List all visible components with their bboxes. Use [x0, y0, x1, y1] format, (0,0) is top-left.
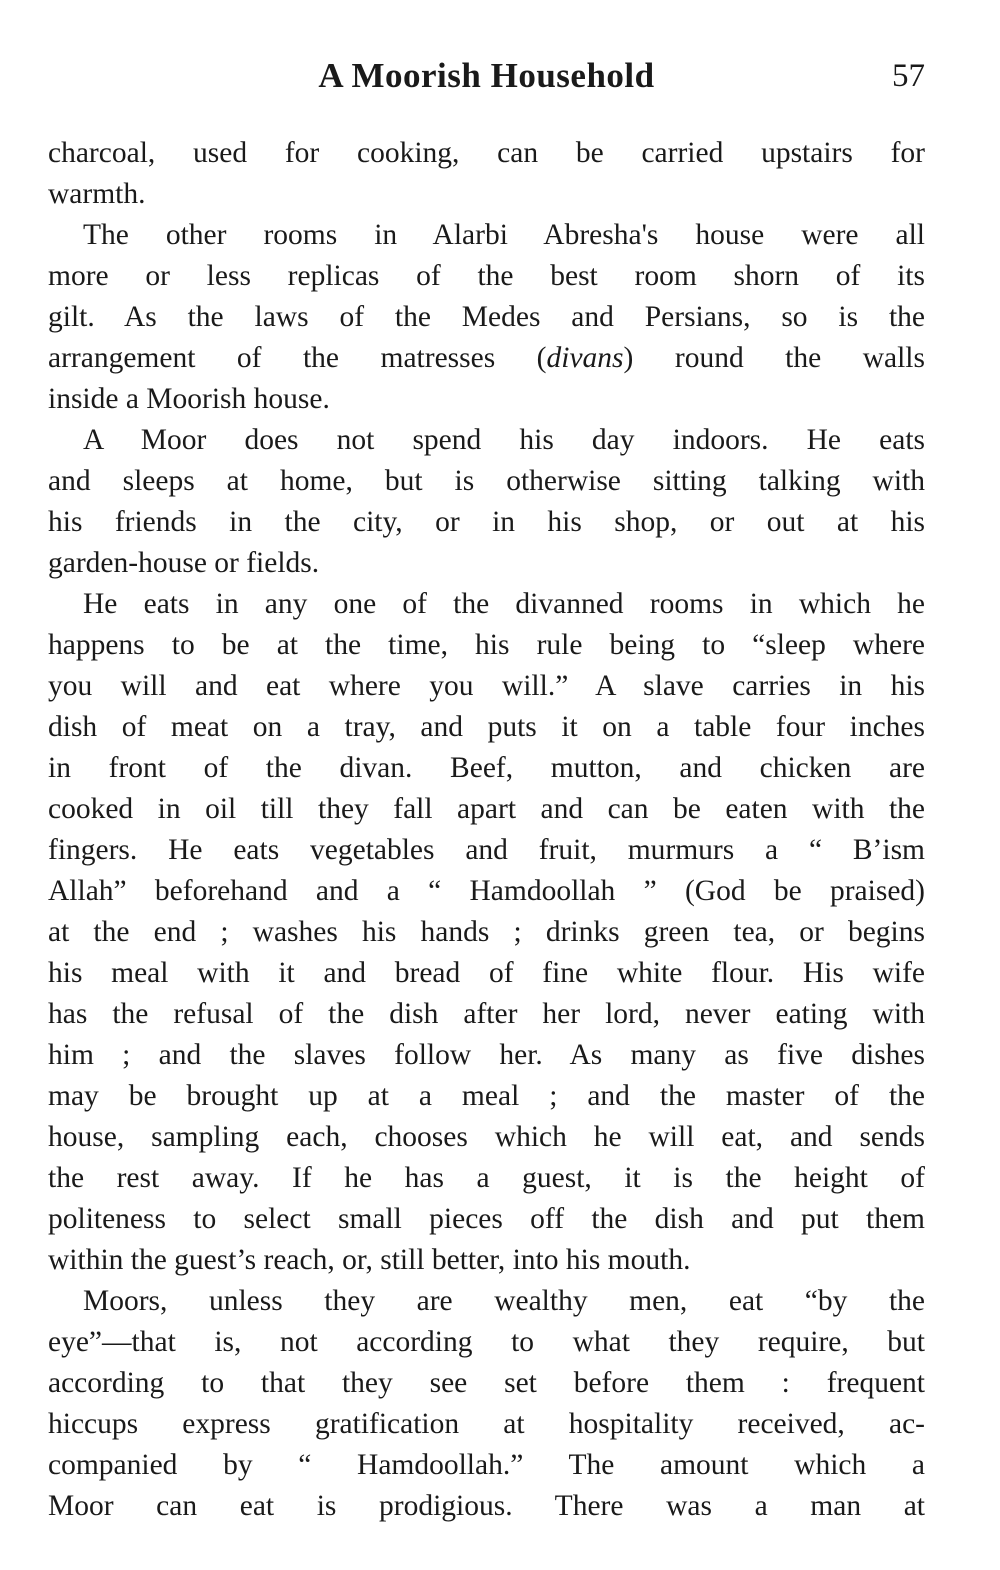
text-line [48, 871, 925, 912]
text-segment: according to that they see set before them : frequent [48, 1367, 925, 1399]
text-segment: you will and eat where you will.” A slave carries in his [48, 670, 925, 702]
text-segment: Moor can eat is prodigious. There was a man at [48, 1490, 925, 1522]
page-number: 57 [892, 58, 925, 94]
text-segment: may be brought up at a meal ; and the master of the [48, 1080, 925, 1112]
text-segment: within the guest’s reach, or, still better, into his mouth. [48, 1244, 691, 1276]
text-line [48, 1404, 925, 1445]
text-line [48, 994, 925, 1035]
text-segment: garden-house or fields. [48, 547, 320, 579]
text-segment: gilt. As the laws of the Medes and Persians, so is the [48, 301, 925, 333]
text-segment: The other rooms in Alarbi Abresha's house were all [83, 219, 925, 251]
text-segment: charcoal, used for cooking, can be carried upstairs for [48, 137, 925, 169]
text-line [48, 338, 925, 379]
text-segment: dish of meat on a tray, and puts it on a table four inches [48, 711, 925, 743]
text-segment: cooked in oil till they fall apart and can be eaten with the [48, 793, 925, 825]
text-line [48, 1199, 925, 1240]
text-line [48, 502, 925, 543]
text-line [48, 543, 925, 584]
text-line [48, 133, 925, 174]
text-line [48, 912, 925, 953]
text-line [48, 1158, 925, 1199]
text-segment: his friends in the city, or in his shop, or out at his [48, 506, 925, 538]
text-segment: warmth. [48, 178, 146, 210]
text-line [48, 174, 925, 215]
text-segment: eye”—that is, not according to what they require, but [48, 1326, 925, 1358]
text-segment: ) round the walls [623, 342, 925, 374]
text-segment: his meal with it and bread of fine white flour. His wife [48, 957, 925, 989]
text-segment: Allah” beforehand and a “ Hamdoollah ” (God be praised) [48, 875, 925, 907]
text-line [48, 1445, 925, 1486]
text-segment: Moors, unless they are wealthy men, eat “by the [83, 1285, 925, 1317]
body-text [48, 133, 925, 1527]
text-line [48, 1240, 925, 1281]
text-line [48, 256, 925, 297]
text-segment: hiccups express gratification at hospitality received, ac- [48, 1408, 925, 1440]
text-segment: at the end ; washes his hands ; drinks green tea, or begins [48, 916, 925, 948]
text-segment: happens to be at the time, his rule being to “sleep where [48, 629, 925, 661]
text-line [48, 379, 925, 420]
text-segment: companied by “ Hamdoollah.” The amount which a [48, 1449, 925, 1481]
text-line [48, 748, 925, 789]
text-segment: and sleeps at home, but is otherwise sitting talking with [48, 465, 925, 497]
text-line [48, 1076, 925, 1117]
chapter-title: A Moorish Household [318, 56, 655, 95]
text-segment: house, sampling each, chooses which he will eat, and sends [48, 1121, 925, 1153]
text-segment: arrangement of the matresses ( [48, 342, 547, 374]
text-segment: fingers. He eats vegetables and fruit, murmurs a “ B’ism [48, 834, 925, 866]
text-line [48, 625, 925, 666]
text-segment: the rest away. If he has a guest, it is the height of [48, 1162, 925, 1194]
text-line [48, 1117, 925, 1158]
text-segment: A Moor does not spend his day indoors. He eats [83, 424, 925, 456]
text-line [48, 1486, 925, 1527]
text-segment: He eats in any one of the divanned rooms in which he [83, 588, 925, 620]
text-line [48, 707, 925, 748]
text-line [48, 1363, 925, 1404]
text-segment: in front of the divan. Beef, mutton, and chicken are [48, 752, 925, 784]
running-header [48, 52, 925, 102]
text-segment: inside a Moorish house. [48, 383, 330, 415]
text-line [48, 1035, 925, 1076]
text-line [48, 830, 925, 871]
text-line [48, 1281, 925, 1322]
text-line [48, 584, 925, 625]
text-line [48, 789, 925, 830]
text-line [48, 297, 925, 338]
text-segment: politeness to select small pieces off the dish and put them [48, 1203, 925, 1235]
text-segment: more or less replicas of the best room shorn of its [48, 260, 925, 292]
text-line [48, 666, 925, 707]
text-line [48, 420, 925, 461]
text-segment: has the refusal of the dish after her lord, never eating with [48, 998, 925, 1030]
text-line [48, 215, 925, 256]
text-segment: him ; and the slaves follow her. As many as five dishes [48, 1039, 925, 1071]
text-line [48, 953, 925, 994]
text-line [48, 461, 925, 502]
text-line [48, 1322, 925, 1363]
italic-term: divans [546, 342, 624, 374]
